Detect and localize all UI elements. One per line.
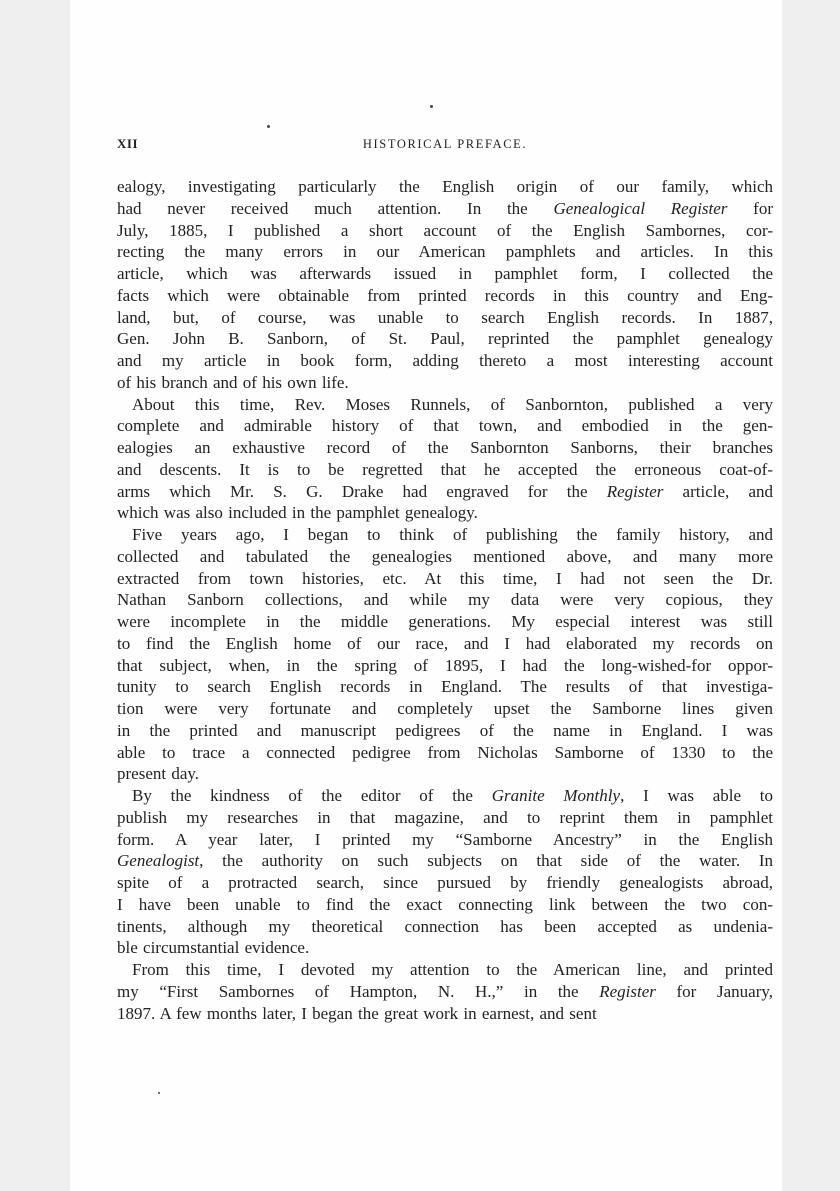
text-run: were incomplete in the middle generations. My especial interest was still	[117, 612, 773, 631]
text-run: had never received much attention. In the	[117, 198, 554, 218]
text-line	[117, 872, 773, 894]
text-run: About this time, Rev. Moses Runnels, of Sanbornton, published a very	[132, 394, 773, 414]
paragraph	[117, 176, 773, 394]
text-run: extracted from town histories, etc. At this time, I had not seen the Dr.	[117, 568, 773, 588]
text-run: which was also included in the pamphlet genealogy.	[117, 503, 478, 523]
running-title: HISTORICAL PREFACE.	[362, 137, 528, 151]
text-run: that subject, when, in the spring of 1895, I had the long-wished-for oppor-	[117, 655, 773, 675]
page-header	[117, 136, 773, 158]
text-line	[117, 1003, 773, 1025]
text-line	[117, 220, 773, 242]
italic-title: Granite Monthly	[491, 786, 621, 805]
text-line	[117, 742, 773, 764]
text-run: present day.	[117, 764, 200, 784]
text-run: From this time, I devoted my attention to the American line, and printed	[132, 960, 773, 979]
text-run: able to trace a connected pedigree from Nicholas Samborne of 1330 to the	[117, 742, 773, 762]
text-line	[117, 437, 773, 459]
text-line	[117, 481, 773, 503]
text-run: facts which were obtainable from printed records in this country and Eng-	[117, 285, 773, 305]
text-line	[117, 328, 773, 350]
text-run: By the kindness of the editor of the	[132, 786, 492, 805]
text-run: and my article in book form, adding thereto a most interesting account	[117, 351, 773, 370]
text-line	[117, 546, 773, 568]
text-line	[117, 176, 773, 198]
text-run: tunity to search English records in England. The results of that investiga-	[117, 677, 773, 697]
text-run: of his branch and of his own life.	[117, 372, 349, 392]
text-line	[117, 285, 773, 307]
text-run: for	[727, 198, 773, 218]
text-run: tinents, although my theoretical connection has been accepted as undenia-	[117, 916, 773, 936]
text-run: ealogy, investigating particularly the English origin of our family, which	[117, 177, 773, 196]
text-run: in the printed and manuscript pedigrees of the name in England. I was	[117, 720, 773, 740]
text-run: ble circumstantial evidence.	[117, 938, 310, 958]
text-run: collected and tabulated the genealogies mentioned above, and many more	[117, 546, 773, 566]
text-run: my “First Sambornes of Hampton, N. H.,” in the	[117, 981, 600, 1001]
text-line	[117, 568, 773, 590]
text-line	[117, 937, 773, 959]
text-run: spite of a protracted search, since pursued by friendly genealogists abroad,	[117, 873, 773, 892]
body-text	[117, 176, 773, 1024]
text-line	[117, 611, 773, 633]
text-line	[117, 785, 773, 807]
text-line	[117, 633, 773, 655]
text-line	[117, 850, 773, 872]
text-line	[117, 807, 773, 829]
text-run: article, and	[663, 481, 774, 501]
scan-speck	[430, 105, 433, 108]
text-line	[117, 415, 773, 437]
italic-title: Genealogist	[117, 851, 200, 871]
paragraph	[117, 394, 773, 525]
text-run: arms which Mr. S. G. Drake had engraved for the	[117, 481, 607, 501]
text-run: 1897. A few months later, I began the great work in earnest, and sent	[117, 1003, 597, 1023]
text-line	[117, 981, 773, 1003]
text-line	[117, 372, 773, 394]
paragraph	[117, 959, 773, 1024]
text-run: publish my researches in that magazine, and to reprint them in pamphlet	[117, 807, 773, 827]
text-run: Five years ago, I began to think of publishing the family history, and	[132, 525, 773, 544]
text-line	[117, 459, 773, 481]
text-run: complete and admirable history of that town, and embodied in the gen-	[117, 416, 773, 436]
text-line	[117, 350, 773, 372]
italic-title: Genealogical Register	[553, 198, 728, 218]
text-run: , the authority on such subjects on that side of the water. In	[199, 851, 773, 871]
text-line	[117, 589, 773, 611]
text-line	[117, 307, 773, 329]
scan-speck	[267, 125, 270, 128]
text-run: recting the many errors in our American pamphlets and articles. In this	[117, 242, 773, 262]
text-run: I have been unable to find the exact connecting link between the two con-	[117, 894, 773, 914]
paragraph	[117, 785, 773, 959]
text-run: and descents. It is to be regretted that he accepted the erroneous coat-of-	[117, 459, 773, 479]
text-line	[117, 829, 773, 851]
text-line	[117, 959, 773, 981]
text-line	[117, 763, 773, 785]
page-number: XII	[117, 136, 139, 151]
text-run: for January,	[655, 981, 773, 1001]
scan-speck	[158, 1092, 160, 1094]
text-run: ealogies an exhaustive record of the Sanbornton Sanborns, their branches	[117, 438, 773, 457]
text-run: Gen. John B. Sanborn, of St. Paul, reprinted the pamphlet genealogy	[117, 329, 773, 349]
text-line	[117, 241, 773, 263]
text-line	[117, 502, 773, 524]
text-line	[117, 894, 773, 916]
text-line	[117, 676, 773, 698]
italic-title: Register	[599, 981, 656, 1001]
text-line	[117, 720, 773, 742]
text-run: form. A year later, I printed my “Samborne Ancestry” in the English	[117, 829, 773, 849]
text-line	[117, 916, 773, 938]
text-line	[117, 263, 773, 285]
italic-title: Register	[606, 481, 664, 501]
text-line	[117, 394, 773, 416]
text-run: article, which was afterwards issued in pamphlet form, I collected the	[117, 264, 773, 283]
text-run: to find the English home of our race, and I had elaborated my records on	[117, 633, 773, 653]
text-run: land, but, of course, was unable to search English records. In 1887,	[117, 307, 773, 327]
paragraph	[117, 524, 773, 785]
text-run: July, 1885, I published a short account of the English Sambornes, cor-	[117, 220, 773, 240]
text-run: Nathan Sanborn collections, and while my data were very copious, they	[117, 590, 773, 610]
text-run: tion were very fortunate and completely upset the Samborne lines given	[117, 699, 773, 718]
text-run: , I was able to	[620, 786, 774, 805]
text-line	[117, 698, 773, 720]
text-line	[117, 655, 773, 677]
text-line	[117, 198, 773, 220]
text-line	[117, 524, 773, 546]
